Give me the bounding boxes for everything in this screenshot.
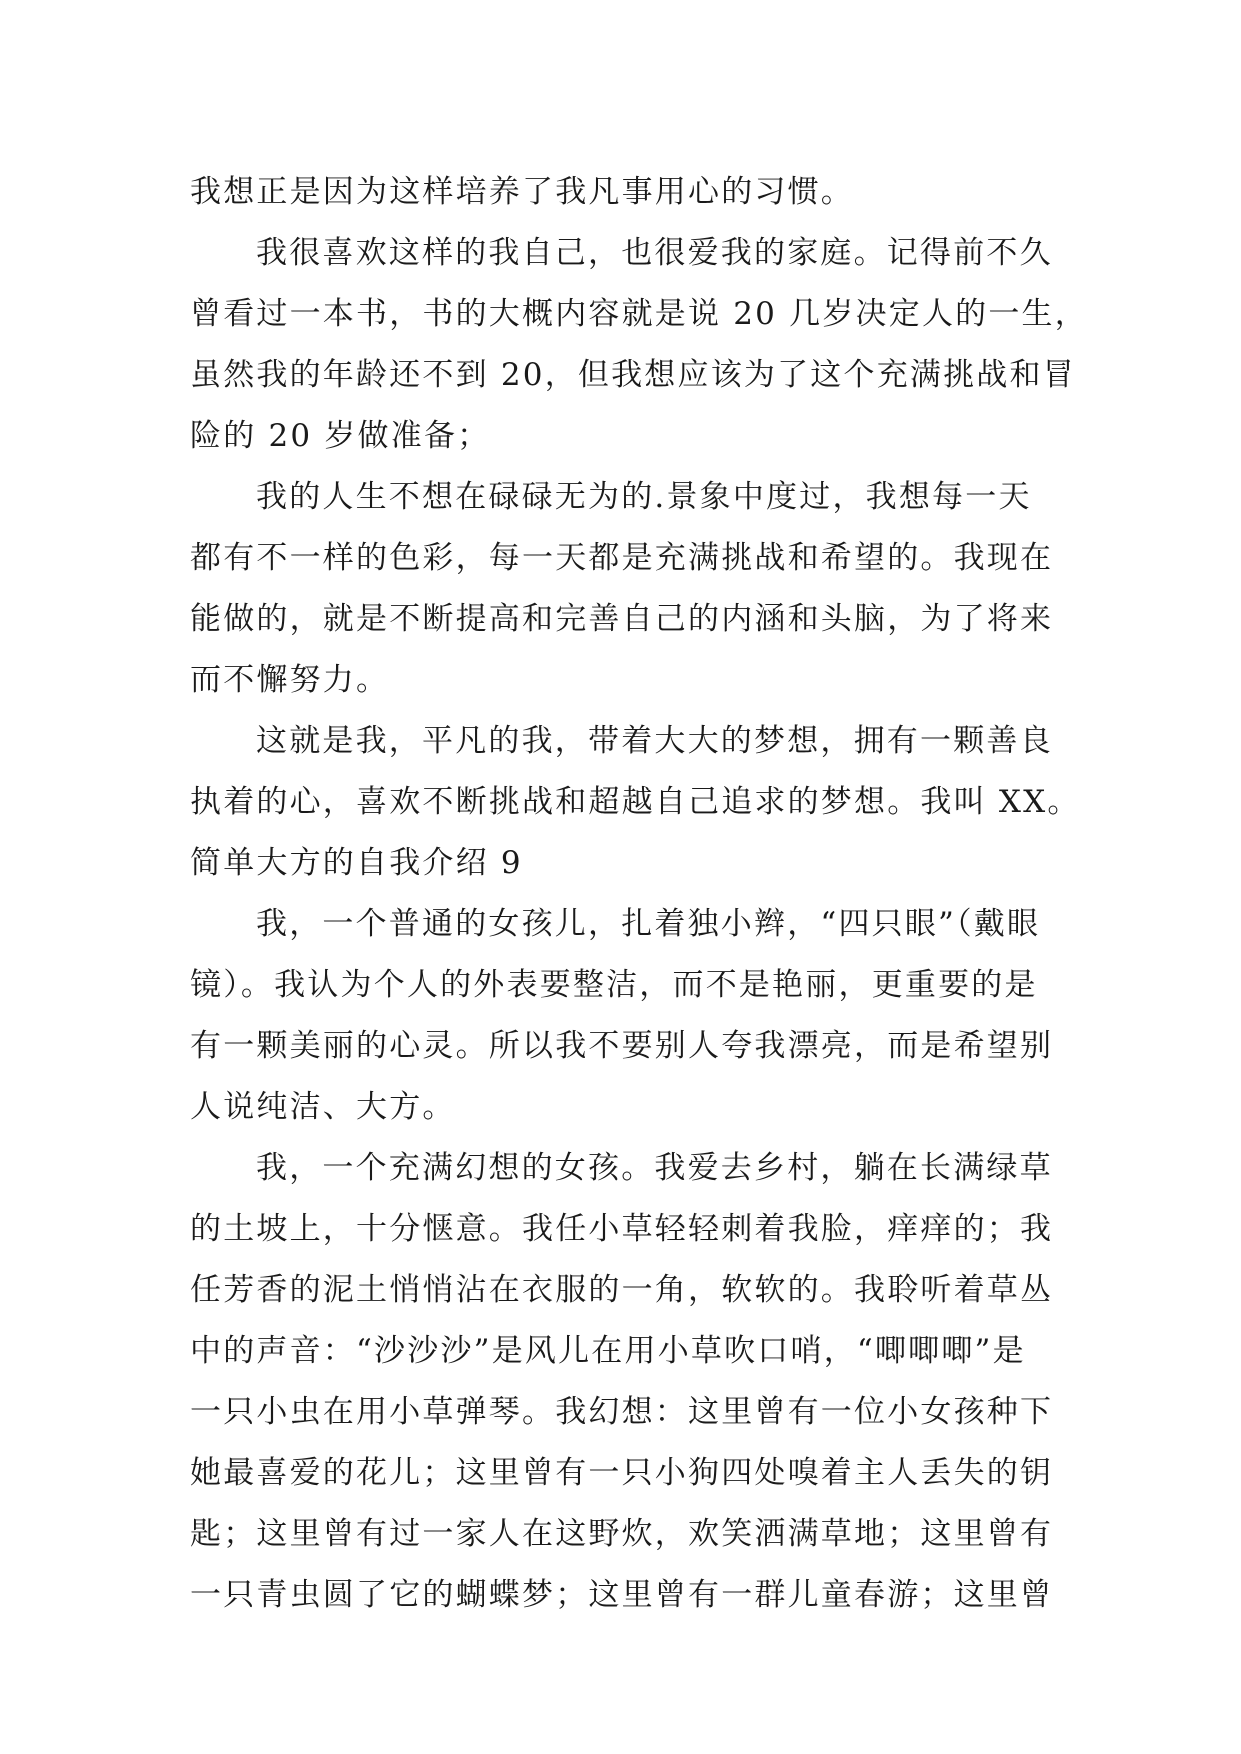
text-line: 险的 20 岁做准备； xyxy=(190,418,491,454)
text-line: 我，一个充满幻想的女孩。我爱去乡村，躺在长满绿草 xyxy=(256,1150,1053,1186)
text-line: 能做的，就是不断提高和完善自己的内涵和头脑，为了将来 xyxy=(190,601,1054,637)
document-body xyxy=(190,162,1088,1626)
text-line: 虽然我的年龄还不到 20，但我想应该为了这个充满挑战和冒 xyxy=(190,357,1076,393)
text-line: 匙；这里曾有过一家人在这野炊，欢笑洒满草地；这里曾有 xyxy=(190,1516,1054,1552)
section-heading: 简单大方的自我介绍 9 xyxy=(190,845,523,881)
text-line: 中的声音：“沙沙沙”是风儿在用小草吹口哨，“唧唧唧”是 xyxy=(190,1333,1026,1369)
text-line: 执着的心，喜欢不断挑战和超越自己追求的梦想。我叫 XX。 xyxy=(190,784,1081,820)
text-line: 人说纯洁、大方。 xyxy=(190,1089,456,1125)
text-line: 而不懈努力。 xyxy=(190,662,390,698)
text-line: 我的人生不想在碌碌无为的.景象中度过，我想每一天 xyxy=(256,479,1032,515)
text-line: 任芳香的泥土悄悄沾在衣服的一角，软软的。我聆听着草丛 xyxy=(190,1272,1054,1308)
text-line: 我很喜欢这样的我自己，也很爱我的家庭。记得前不久 xyxy=(256,235,1053,271)
text-line: 这就是我，平凡的我，带着大大的梦想，拥有一颗善良 xyxy=(256,723,1053,759)
text-line: 有一颗美丽的心灵。所以我不要别人夸我漂亮，而是希望别 xyxy=(190,1028,1054,1064)
text-line: 我想正是因为这样培养了我凡事用心的习惯。 xyxy=(190,174,854,210)
text-line: 的土坡上，十分惬意。我任小草轻轻刺着我脸，痒痒的；我 xyxy=(190,1211,1054,1247)
text-line: 她最喜爱的花儿；这里曾有一只小狗四处嗅着主人丢失的钥 xyxy=(190,1455,1054,1491)
text-line: 我，一个普通的女孩儿，扎着独小辫，“四只眼”（戴眼 xyxy=(256,906,1041,942)
text-line: 一只青虫圆了它的蝴蝶梦；这里曾有一群儿童春游；这里曾 xyxy=(190,1577,1054,1613)
text-line: 都有不一样的色彩，每一天都是充满挑战和希望的。我现在 xyxy=(190,540,1054,576)
text-line: 曾看过一本书，书的大概内容就是说 20 几岁决定人的一生， xyxy=(190,296,1088,332)
text-line: 一只小虫在用小草弹琴。我幻想：这里曾有一位小女孩种下 xyxy=(190,1394,1054,1430)
text-line: 镜）。我认为个人的外表要整洁，而不是艳丽，更重要的是 xyxy=(190,967,1038,1003)
